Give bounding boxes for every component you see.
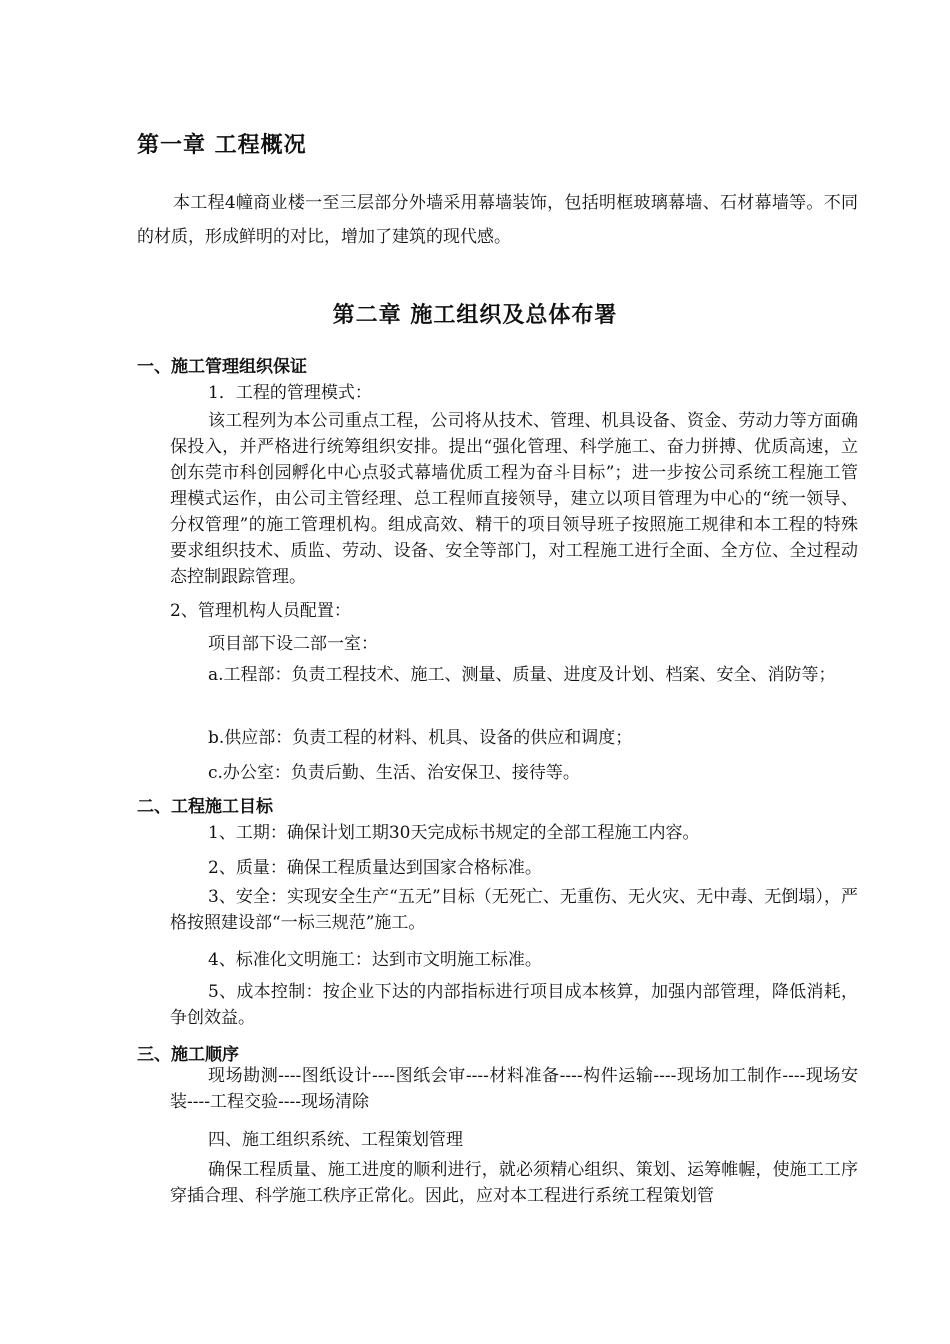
goal-1: 1、工期：确保计划工期30天完成标书规定的全部工程施工内容。 <box>208 823 700 843</box>
item2-a: a.工程部：负责工程技术、施工、测量、质量、进度及计划、档案、安全、消防等； <box>208 665 836 685</box>
goal-3: 3、安全：实现安全生产“五无”目标（无死亡、无重伤、无火灾、无中毒、无倒塌），严格按照建设部“一标三规范”施工。 <box>170 887 858 933</box>
chapter2-title: 第二章 施工组织及总体布署 <box>332 302 618 328</box>
construction-sequence: 现场勘测----图纸设计----图纸会审----材料准备----构件运输----现场加工制作----现场安装----工程交验----现场清除 <box>170 1066 858 1112</box>
sub4-title: 四、施工组织系统、工程策划管理 <box>208 1130 463 1150</box>
item2-intro: 项目部下设二部一室： <box>208 634 378 654</box>
sub4-body: 确保工程质量、施工进度的顺利进行，就必须精心组织、策划、运筹帷幄，使施工工序穿插合理、科学施工秩序正常化。因此，应对本工程进行系统工程策划管 <box>170 1160 858 1206</box>
chapter1-title: 第一章 工程概况 <box>137 132 307 158</box>
goal-2: 2、质量：确保工程质量达到国家合格标准。 <box>208 858 542 878</box>
goal-4: 4、标准化文明施工：达到市文明施工标准。 <box>208 950 542 970</box>
item2-c: c.办公室：负责后勤、生活、治安保卫、接待等。 <box>208 763 580 783</box>
item2-b: b.供应部：负责工程的材料、机具、设备的供应和调度； <box>208 728 633 748</box>
item2-title: 2、管理机构人员配置： <box>170 601 351 621</box>
item1-title: 1．工程的管理模式： <box>208 383 372 403</box>
item1-body: 该工程列为本公司重点工程，公司将从技术、管理、机具设备、资金、劳动力等方面确保投入，并严格进行统筹组织安排。提出“强化管理、科学施工、奋力拼搏、优质高速，立创东莞市科创园孵化中心点驳式幕墙优质工程为奋斗目标”；进一步按公司系统工程施工管理模式运作，由公司主管经理、总工程师直接领导，建立以项目管理为中心的“统一领导、分权管理”的施工管理机构。组成高效、精干的项目领导班子按照施工规律和本工程的特殊要求组织技术、质监、劳动、设备、安全等部门，对工程施工进行全面、全方位、全过程动态控制跟踪管理。 <box>170 411 858 587</box>
section2-heading: 二、工程施工目标 <box>137 797 273 817</box>
chapter1-body: 本工程4幢商业楼一至三层部分外墙采用幕墙装饰，包括明框玻璃幕墙、石材幕墙等。不同的材质，形成鲜明的对比，增加了建筑的现代感。 <box>137 193 858 247</box>
section1-heading: 一、施工管理组织保证 <box>137 357 307 377</box>
section3-heading: 三、施工顺序 <box>137 1045 239 1065</box>
goal-5: 5、成本控制：按企业下达的内部指标进行项目成本核算，加强内部管理，降低消耗，争创效益。 <box>170 982 858 1028</box>
